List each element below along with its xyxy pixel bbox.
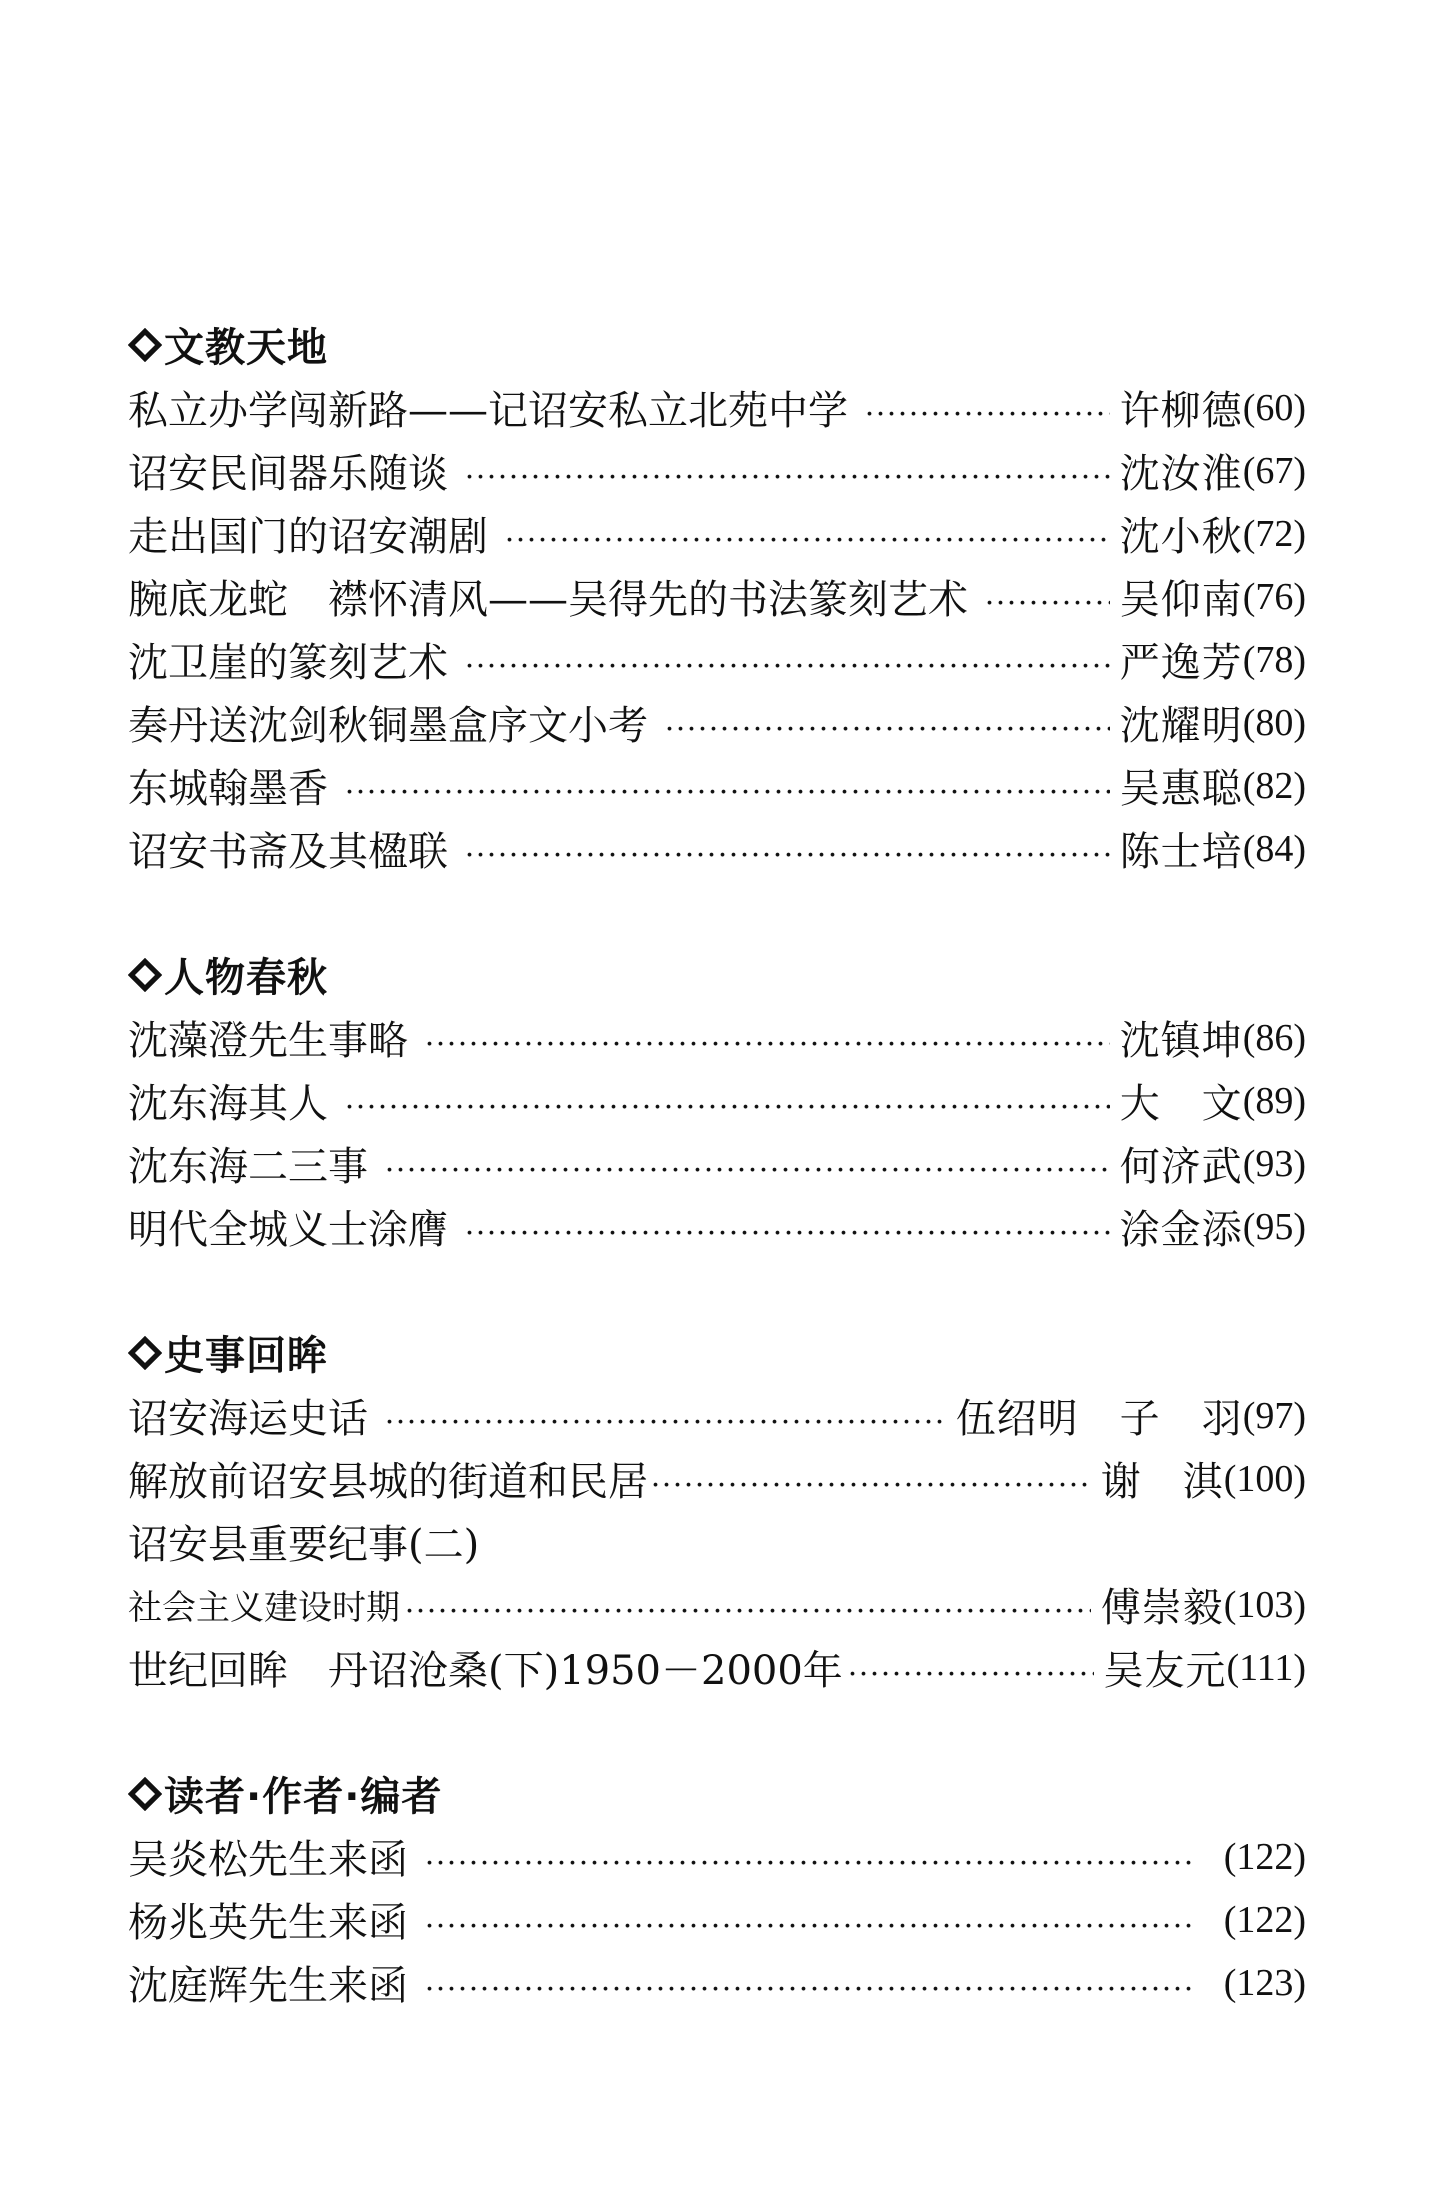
dot-leader — [504, 514, 1110, 554]
section-heading — [128, 943, 1306, 1006]
toc-entry — [128, 1195, 1306, 1258]
toc-entry — [128, 1888, 1306, 1951]
dot-leader — [424, 1018, 1110, 1058]
entry-title: 沈东海二三事 — [128, 1144, 368, 1190]
entry-title: 腕底龙蛇 襟怀清风——吴得先的书法篆刻艺术 — [128, 577, 968, 623]
entry-title: 沈藻澄先生事略 — [128, 1018, 408, 1064]
entry-page: (84) — [1242, 827, 1306, 870]
entry-title: 社会主义建设时期 — [128, 1588, 400, 1628]
dot-leader — [847, 1648, 1094, 1688]
toc-entry — [128, 1636, 1306, 1699]
dot-leader — [984, 577, 1110, 617]
entry-author: 谢 淇 — [1100, 1459, 1224, 1505]
dot-leader — [650, 1459, 1091, 1499]
entry-page: (80) — [1242, 701, 1306, 744]
dot-leader — [344, 766, 1110, 806]
diamond-icon — [128, 328, 162, 362]
entry-author: 许柳德 — [1119, 388, 1243, 434]
dot-leader — [464, 1207, 1110, 1247]
entry-author: 沈镇坤 — [1119, 1018, 1243, 1064]
dot-leader — [424, 1900, 1192, 1940]
entry-page: (86) — [1242, 1016, 1306, 1059]
dot-leader — [384, 1144, 1110, 1184]
entry-title: 诏安书斋及其楹联 — [128, 829, 448, 875]
entry-author: 涂金添 — [1119, 1207, 1243, 1253]
toc-entry — [128, 817, 1306, 880]
section-title: 文教天地 — [164, 325, 328, 371]
entry-author: 沈耀明 — [1119, 703, 1243, 749]
dot-leader — [464, 451, 1110, 491]
entry-page: (123) — [1223, 1961, 1306, 2004]
entry-title: 明代全城义士涂膺 — [128, 1207, 448, 1253]
toc-entry — [128, 376, 1306, 439]
section-title: 人物春秋 — [164, 955, 328, 1001]
entry-page: (67) — [1242, 449, 1306, 492]
toc-entry — [128, 691, 1306, 754]
dot-leader — [424, 1963, 1192, 2003]
toc-entry — [128, 1951, 1306, 2014]
entry-title: 诏安民间器乐随谈 — [128, 451, 448, 497]
toc-entry — [128, 439, 1306, 502]
entry-author: 陈士培 — [1119, 829, 1243, 875]
section-title: 史事回眸 — [164, 1333, 328, 1379]
section-heading — [128, 313, 1306, 376]
entry-title: 诏安海运史话 — [128, 1396, 368, 1442]
entry-title: 沈卫崖的篆刻艺术 — [128, 640, 448, 686]
entry-author: 沈小秋 — [1119, 514, 1243, 560]
dot-leader — [464, 829, 1110, 869]
diamond-icon — [128, 1336, 162, 1370]
entry-author: 沈汝淮 — [1119, 451, 1243, 497]
entry-page: (100) — [1223, 1457, 1306, 1500]
entry-title: 东城翰墨香 — [128, 766, 328, 812]
entry-title: 私立办学闯新路——记诏安私立北苑中学 — [128, 388, 848, 434]
entry-page: (76) — [1242, 575, 1306, 618]
entry-page: (82) — [1242, 764, 1306, 807]
entry-title: 解放前诏安县城的街道和民居 — [128, 1459, 648, 1505]
entry-title: 吴炎松先生来函 — [128, 1837, 408, 1883]
entry-page: (122) — [1223, 1898, 1306, 1941]
section-heading — [128, 1321, 1306, 1384]
entry-title: 走出国门的诏安潮剧 — [128, 514, 488, 560]
entry-author: 伍绍明 子 羽 — [955, 1396, 1243, 1442]
toc-entry — [128, 1510, 1306, 1573]
section-title: 读者·作者·编者 — [164, 1774, 443, 1820]
toc-entry — [128, 628, 1306, 691]
entry-page: (78) — [1242, 638, 1306, 681]
entry-author: 何济武 — [1119, 1144, 1243, 1190]
entry-author: 吴惠聪 — [1119, 766, 1243, 812]
entry-author: 大 文 — [1119, 1081, 1243, 1127]
entry-page: (111) — [1226, 1646, 1306, 1689]
dot-leader — [664, 703, 1110, 743]
dot-leader — [464, 640, 1110, 680]
toc-entry — [128, 502, 1306, 565]
entry-title: 世纪回眸 丹诏沧桑(下)1950－2000年 — [128, 1648, 843, 1694]
toc-section — [128, 1321, 1306, 1699]
toc-entry — [128, 565, 1306, 628]
toc-entry — [128, 1069, 1306, 1132]
diamond-icon — [128, 958, 162, 992]
toc-section — [128, 1762, 1306, 2014]
entry-author: 傅崇毅 — [1100, 1585, 1224, 1631]
entry-author: 吴友元 — [1103, 1648, 1227, 1694]
entry-title: 杨兆英先生来函 — [128, 1900, 408, 1946]
toc-section — [128, 313, 1306, 880]
entry-page: (72) — [1242, 512, 1306, 555]
toc-entry — [128, 1384, 1306, 1447]
entry-title: 奏丹送沈剑秋铜墨盒序文小考 — [128, 703, 648, 749]
entry-title: 沈东海其人 — [128, 1081, 328, 1127]
toc-entry — [128, 1573, 1306, 1636]
toc-entry — [128, 1006, 1306, 1069]
toc-section — [128, 943, 1306, 1258]
entry-title: 诏安县重要纪事(二) — [128, 1522, 480, 1568]
dot-leader — [424, 1837, 1192, 1877]
toc-entry — [128, 1825, 1306, 1888]
entry-page: (97) — [1242, 1394, 1306, 1437]
entry-page: (95) — [1242, 1205, 1306, 1248]
dot-leader — [344, 1081, 1110, 1121]
toc-entry — [128, 1132, 1306, 1195]
dot-leader — [864, 388, 1110, 428]
toc-entry — [128, 754, 1306, 817]
entry-page: (93) — [1242, 1142, 1306, 1185]
entry-title: 沈庭辉先生来函 — [128, 1963, 408, 2009]
toc-entry — [128, 1447, 1306, 1510]
entry-page: (103) — [1223, 1583, 1306, 1626]
entry-page: (122) — [1223, 1835, 1306, 1878]
entry-page: (89) — [1242, 1079, 1306, 1122]
section-heading — [128, 1762, 1306, 1825]
entry-author: 吴仰南 — [1119, 577, 1243, 623]
dot-leader — [384, 1396, 946, 1436]
dot-leader — [404, 1585, 1091, 1625]
entry-author: 严逸芳 — [1119, 640, 1243, 686]
diamond-icon — [128, 1777, 162, 1811]
entry-page: (60) — [1242, 386, 1306, 429]
